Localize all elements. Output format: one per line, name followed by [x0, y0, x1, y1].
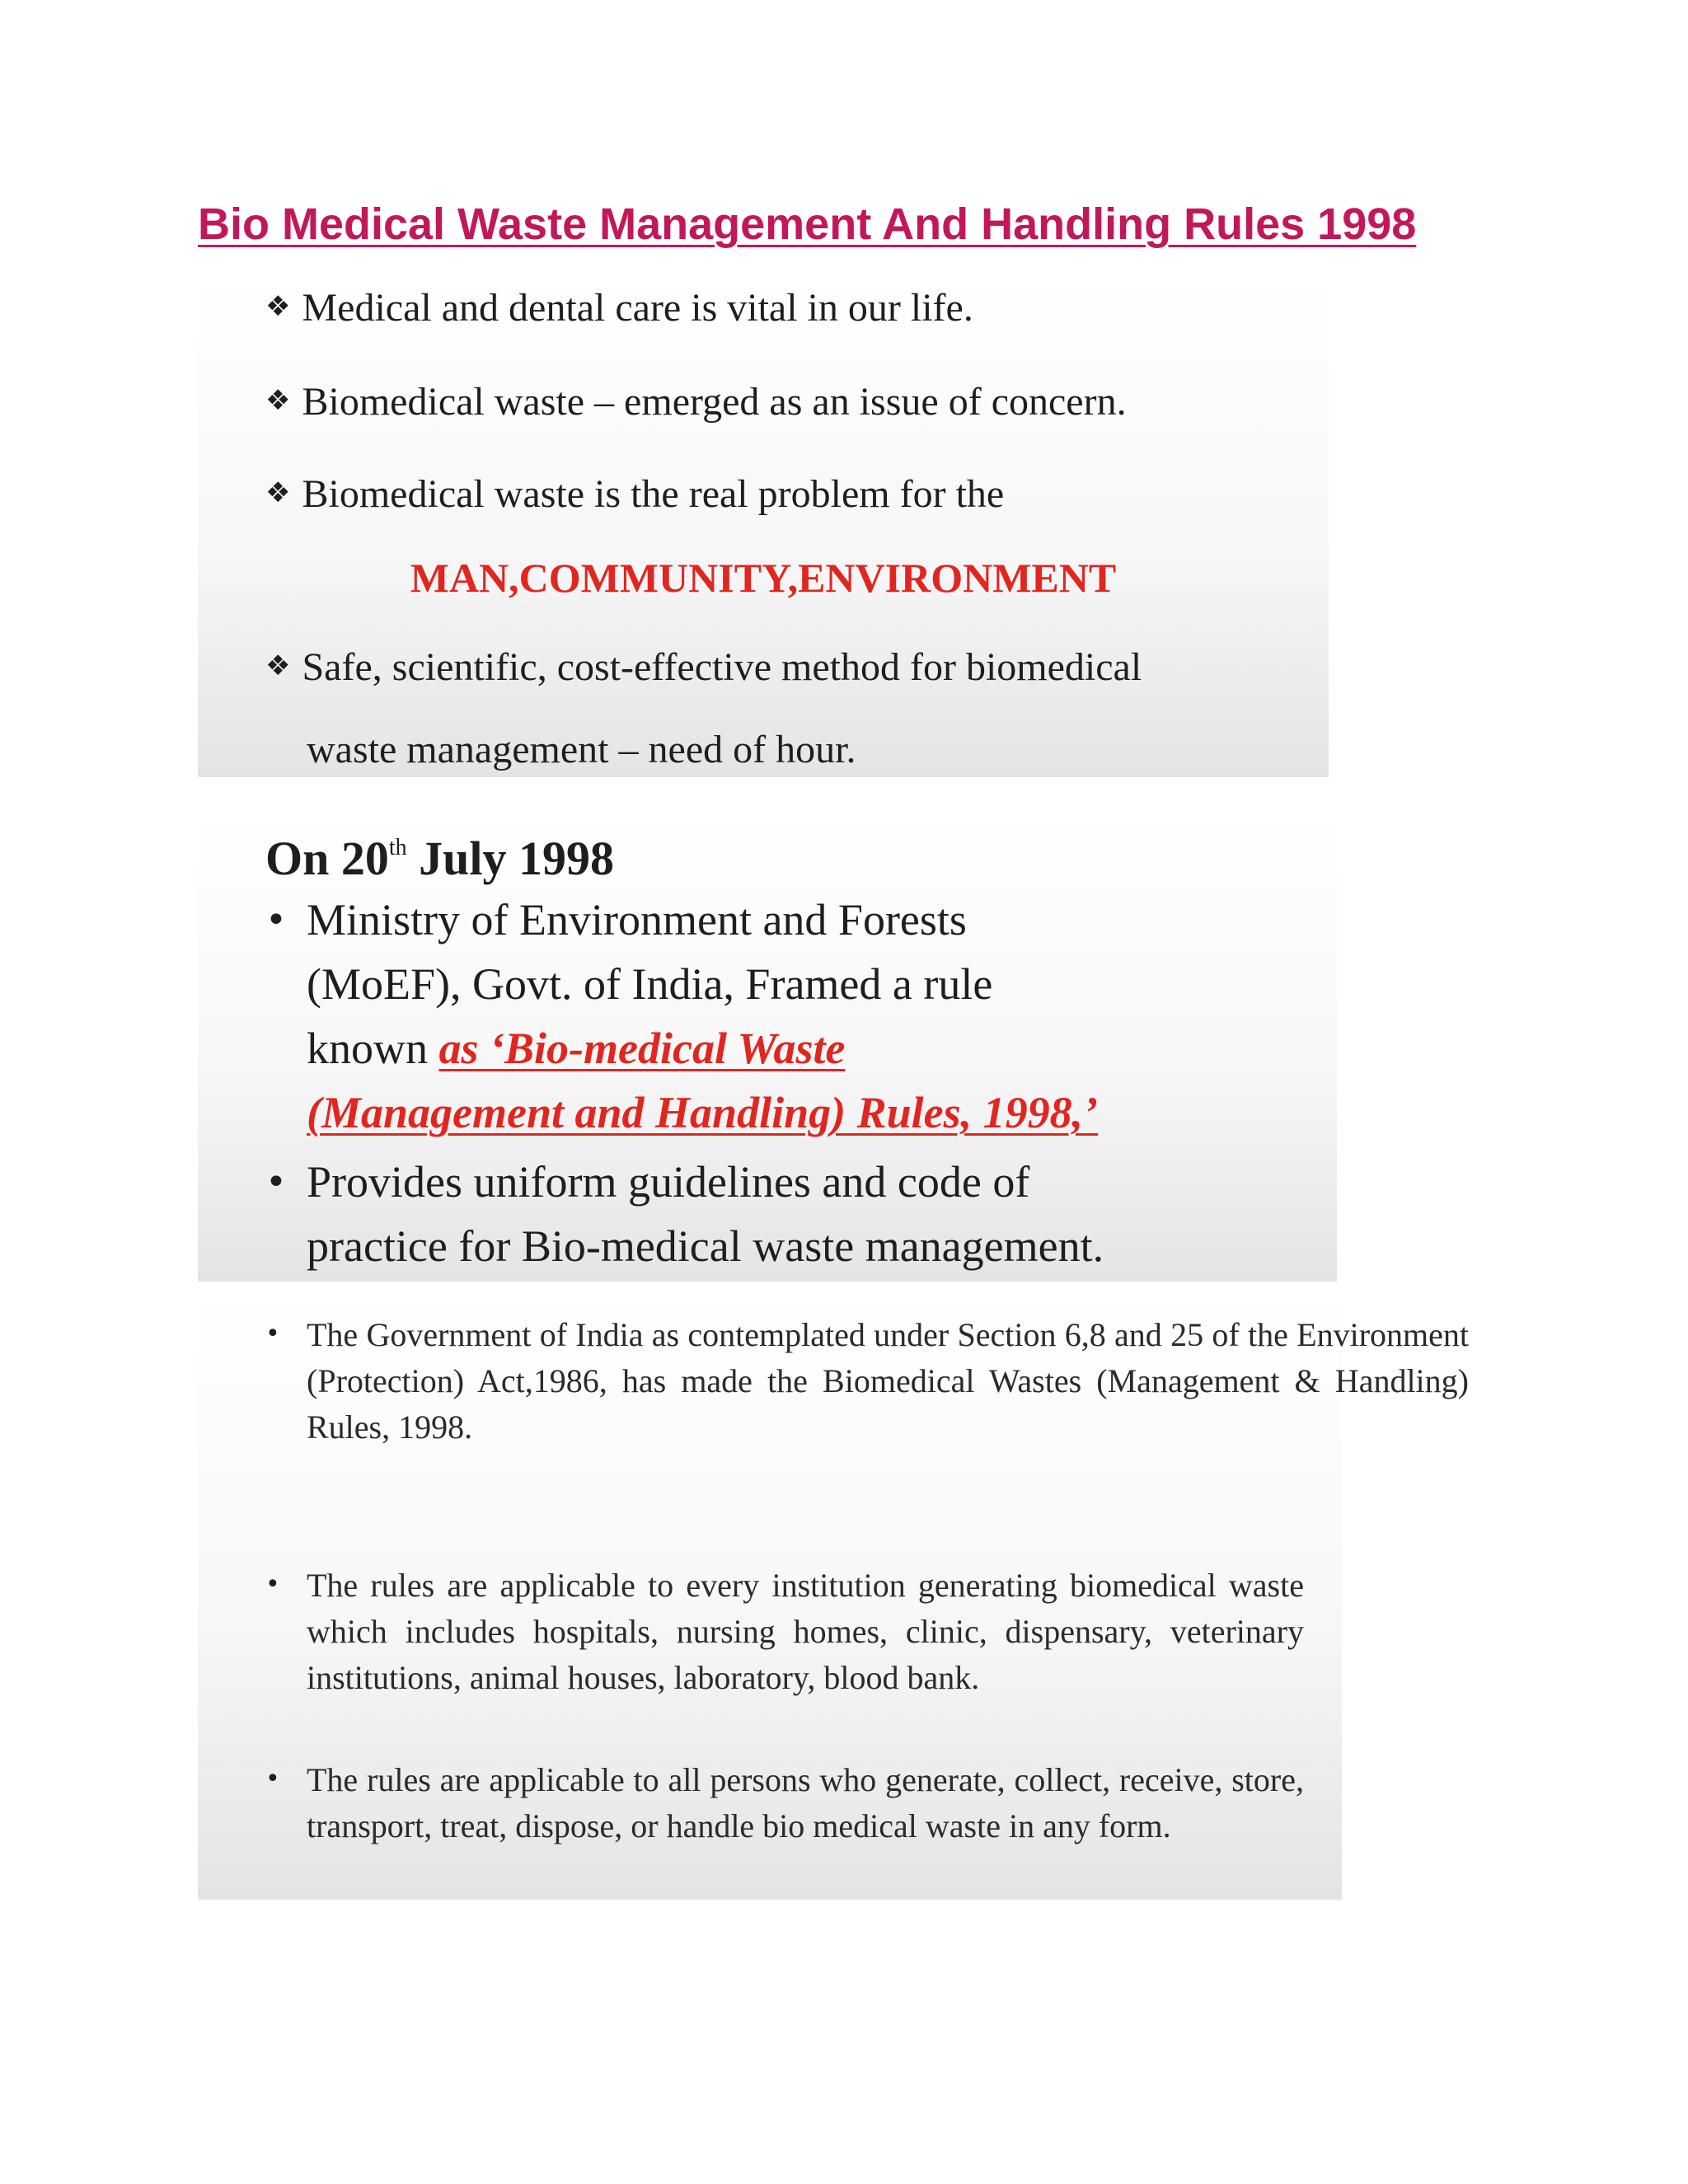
guidelines-line-1: Provides uniform guidelines and code of — [307, 1157, 1030, 1207]
government-paragraph: The Government of India as contemplated under Section 6,8 and 25 of the Environment (Protection) Act,1986, has made the Biomedical Wastes (Management & Handling) Rules, 1998. — [307, 1316, 1469, 1446]
intro-bullet-3 — [265, 472, 1005, 516]
persons-paragraph: The rules are applicable to all persons who generate, collect, receive, store, transport, treat, dispose, or handle bio medical waste in any form. — [307, 1761, 1304, 1844]
moef-line-1: Ministry of Environment and Forests — [307, 895, 967, 944]
heading-prefix: On 20 — [265, 832, 389, 885]
intro-bullet-1 — [265, 288, 973, 328]
diamond-bullet-icon: ❖ — [265, 476, 291, 509]
slide-heading — [265, 832, 615, 885]
page-title: Bio Medical Waste Management And Handling Rules 1998 — [198, 199, 1417, 249]
intro-bullet-4-continuation: waste management – need of hour. — [307, 728, 856, 771]
intro-bullet-4 — [265, 645, 1142, 689]
highlight-man-community-environment: MAN,COMMUNITY,ENVIRONMENT — [410, 555, 1117, 601]
known-text: known — [307, 1024, 439, 1073]
diamond-bullet-icon: ❖ — [265, 384, 291, 417]
bullet-icon: • — [265, 1319, 280, 1348]
moef-line-2: (MoEF), Govt. of India, Framed a rule — [307, 959, 993, 1009]
heading-suffix: July 1998 — [406, 832, 615, 885]
bullet-icon: • — [265, 1765, 280, 1793]
diamond-bullet-icon: ❖ — [265, 649, 291, 682]
institutions-paragraph: The rules are applicable to every institution generating biomedical waste which includes hospitals, nursing homes, clinic, dispensary, veterinary institutions, animal houses, laboratory, blood bank. — [307, 1567, 1304, 1696]
slide-july-1998 — [198, 812, 1337, 1282]
moef-line-4 — [307, 1090, 1098, 1135]
intro-bullet-text: Biomedical waste is the real problem for the — [302, 472, 1005, 516]
rules-name-part-1: as ‘Bio-medical Waste — [438, 1024, 846, 1073]
bullet-icon: • — [265, 899, 287, 941]
heading-superscript: th — [388, 835, 407, 860]
intro-bullet-text: Biomedical waste – emerged as an issue of concern. — [302, 380, 1127, 424]
moef-line-3 — [307, 1026, 845, 1071]
guidelines-line-2: practice for Bio-medical waste management. — [307, 1221, 1104, 1271]
intro-bullet-text: Safe, scientific, cost-effective method for biomedical — [302, 645, 1142, 689]
bullet-icon: • — [265, 1570, 280, 1599]
rules-name-part-2: (Management and Handling) Rules, 1998,’ — [307, 1088, 1099, 1137]
intro-bullet-2 — [265, 382, 1127, 422]
slide-applicability — [198, 1286, 1469, 1900]
slide-intro — [198, 279, 1329, 777]
intro-bullet-text: Medical and dental care is vital in our life. — [302, 286, 973, 330]
diamond-bullet-icon: ❖ — [265, 290, 291, 323]
bullet-icon: • — [265, 1161, 287, 1203]
